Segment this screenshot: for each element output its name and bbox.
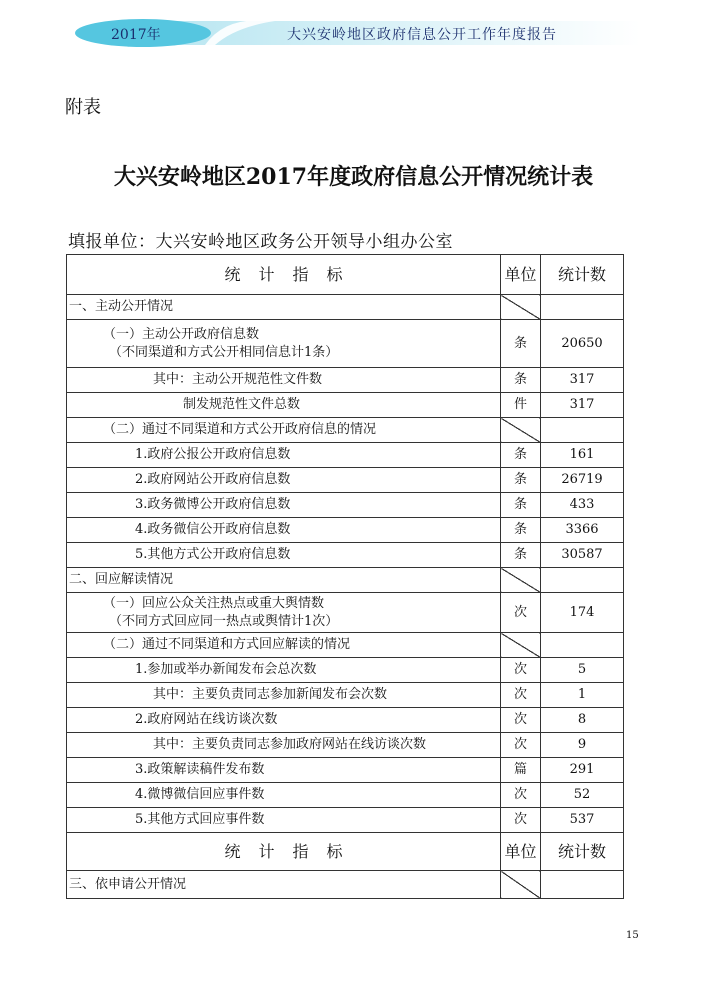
banner-title: 大兴安岭地区政府信息公开工作年度报告 [287, 27, 557, 43]
table-header-row-repeat [67, 833, 624, 871]
row-label: 4.政务微信公开政府信息数 [67, 518, 501, 543]
table-row [67, 783, 624, 808]
row-unit: 条 [501, 543, 541, 568]
header-indicator: 统计指标 [67, 255, 501, 295]
row-value [541, 633, 624, 658]
table-row [67, 295, 624, 320]
row-label: 其中：主动公开规范性文件数 [67, 368, 501, 393]
row-value [541, 871, 624, 899]
row-value: 9 [541, 733, 624, 758]
row-label: 二、回应解读情况 [67, 568, 501, 593]
report-header-banner [75, 17, 640, 49]
row-unit: 条 [501, 443, 541, 468]
row-label: 一、主动公开情况 [67, 295, 501, 320]
row-unit: 条 [501, 368, 541, 393]
table-row [67, 758, 624, 783]
appendix-label: 附表 [65, 97, 101, 118]
row-unit-empty [501, 633, 541, 658]
row-unit: 条 [501, 493, 541, 518]
row-label: 3.政策解读稿件发布数 [67, 758, 501, 783]
table-row [67, 543, 624, 568]
row-unit-empty [501, 418, 541, 443]
row-value: 291 [541, 758, 624, 783]
table-row [67, 871, 624, 899]
page-number: 15 [626, 930, 639, 941]
row-label: 2.政府网站在线访谈次数 [67, 708, 501, 733]
row-label: 其中：主要负责同志参加政府网站在线访谈次数 [67, 733, 501, 758]
row-value: 161 [541, 443, 624, 468]
page-title: 大兴安岭地区2017年度政府信息公开情况统计表 [113, 164, 594, 190]
row-label: 其中：主要负责同志参加新闻发布会次数 [67, 683, 501, 708]
row-unit: 次 [501, 708, 541, 733]
table-row [67, 418, 624, 443]
row-value: 1 [541, 683, 624, 708]
row-label [67, 320, 501, 368]
row-label: （二）通过不同渠道和方式回应解读的情况 [67, 633, 501, 658]
row-label-note: （不同渠道和方式公开相同信息计1条） [109, 344, 339, 360]
row-unit: 次 [501, 808, 541, 833]
row-value: 5 [541, 658, 624, 683]
row-label: 5.其他方式回应事件数 [67, 808, 501, 833]
row-label-line: （一）回应公众关注热点或重大舆情数 [103, 595, 325, 611]
row-label: 3.政务微博公开政府信息数 [67, 493, 501, 518]
filing-unit: 填报单位：大兴安岭地区政务公开领导小组办公室 [68, 232, 453, 252]
row-unit-empty [501, 295, 541, 320]
row-unit: 次 [501, 658, 541, 683]
row-label: 三、依申请公开情况 [67, 871, 501, 899]
row-value: 537 [541, 808, 624, 833]
row-unit: 次 [501, 783, 541, 808]
row-value: 52 [541, 783, 624, 808]
row-unit-empty [501, 871, 541, 899]
table-row [67, 683, 624, 708]
row-unit: 次 [501, 683, 541, 708]
table-row [67, 368, 624, 393]
row-unit: 件 [501, 393, 541, 418]
table-row [67, 393, 624, 418]
table-row [67, 593, 624, 633]
banner-year: 2017年 [111, 27, 161, 43]
table-row [67, 568, 624, 593]
row-value: 26719 [541, 468, 624, 493]
table-row [67, 708, 624, 733]
row-value: 317 [541, 393, 624, 418]
table-row [67, 493, 624, 518]
row-unit-empty [501, 568, 541, 593]
row-label: 5.其他方式公开政府信息数 [67, 543, 501, 568]
row-value: 317 [541, 368, 624, 393]
row-unit: 次 [501, 733, 541, 758]
row-label: 4.微博微信回应事件数 [67, 783, 501, 808]
header-indicator: 统计指标 [67, 833, 501, 871]
row-label: 制发规范性文件总数 [67, 393, 501, 418]
row-value [541, 568, 624, 593]
row-label: （二）通过不同渠道和方式公开政府信息的情况 [67, 418, 501, 443]
header-unit: 单位 [501, 833, 541, 871]
table-row [67, 733, 624, 758]
table-row [67, 658, 624, 683]
row-value: 30587 [541, 543, 624, 568]
row-unit: 条 [501, 320, 541, 368]
row-label: 1.政府公报公开政府信息数 [67, 443, 501, 468]
row-unit: 次 [501, 593, 541, 633]
table-row [67, 320, 624, 368]
header-unit: 单位 [501, 255, 541, 295]
row-unit: 条 [501, 518, 541, 543]
row-label: 2.政府网站公开政府信息数 [67, 468, 501, 493]
header-count: 统计数 [541, 833, 624, 871]
row-value: 174 [541, 593, 624, 633]
table-header-row [67, 255, 624, 295]
row-label-note: （不同方式回应同一热点或舆情计1次） [109, 613, 339, 629]
table-row [67, 518, 624, 543]
table-row [67, 468, 624, 493]
table-row [67, 443, 624, 468]
row-value [541, 295, 624, 320]
table-row [67, 808, 624, 833]
row-label-line: （一）主动公开政府信息数 [103, 326, 260, 342]
statistics-table [66, 254, 624, 899]
row-unit: 篇 [501, 758, 541, 783]
row-unit: 条 [501, 468, 541, 493]
row-value: 20650 [541, 320, 624, 368]
header-count: 统计数 [541, 255, 624, 295]
row-value [541, 418, 624, 443]
row-label: 1.参加或举办新闻发布会总次数 [67, 658, 501, 683]
row-label [67, 593, 501, 633]
row-value: 8 [541, 708, 624, 733]
row-value: 3366 [541, 518, 624, 543]
row-value: 433 [541, 493, 624, 518]
table-row [67, 633, 624, 658]
